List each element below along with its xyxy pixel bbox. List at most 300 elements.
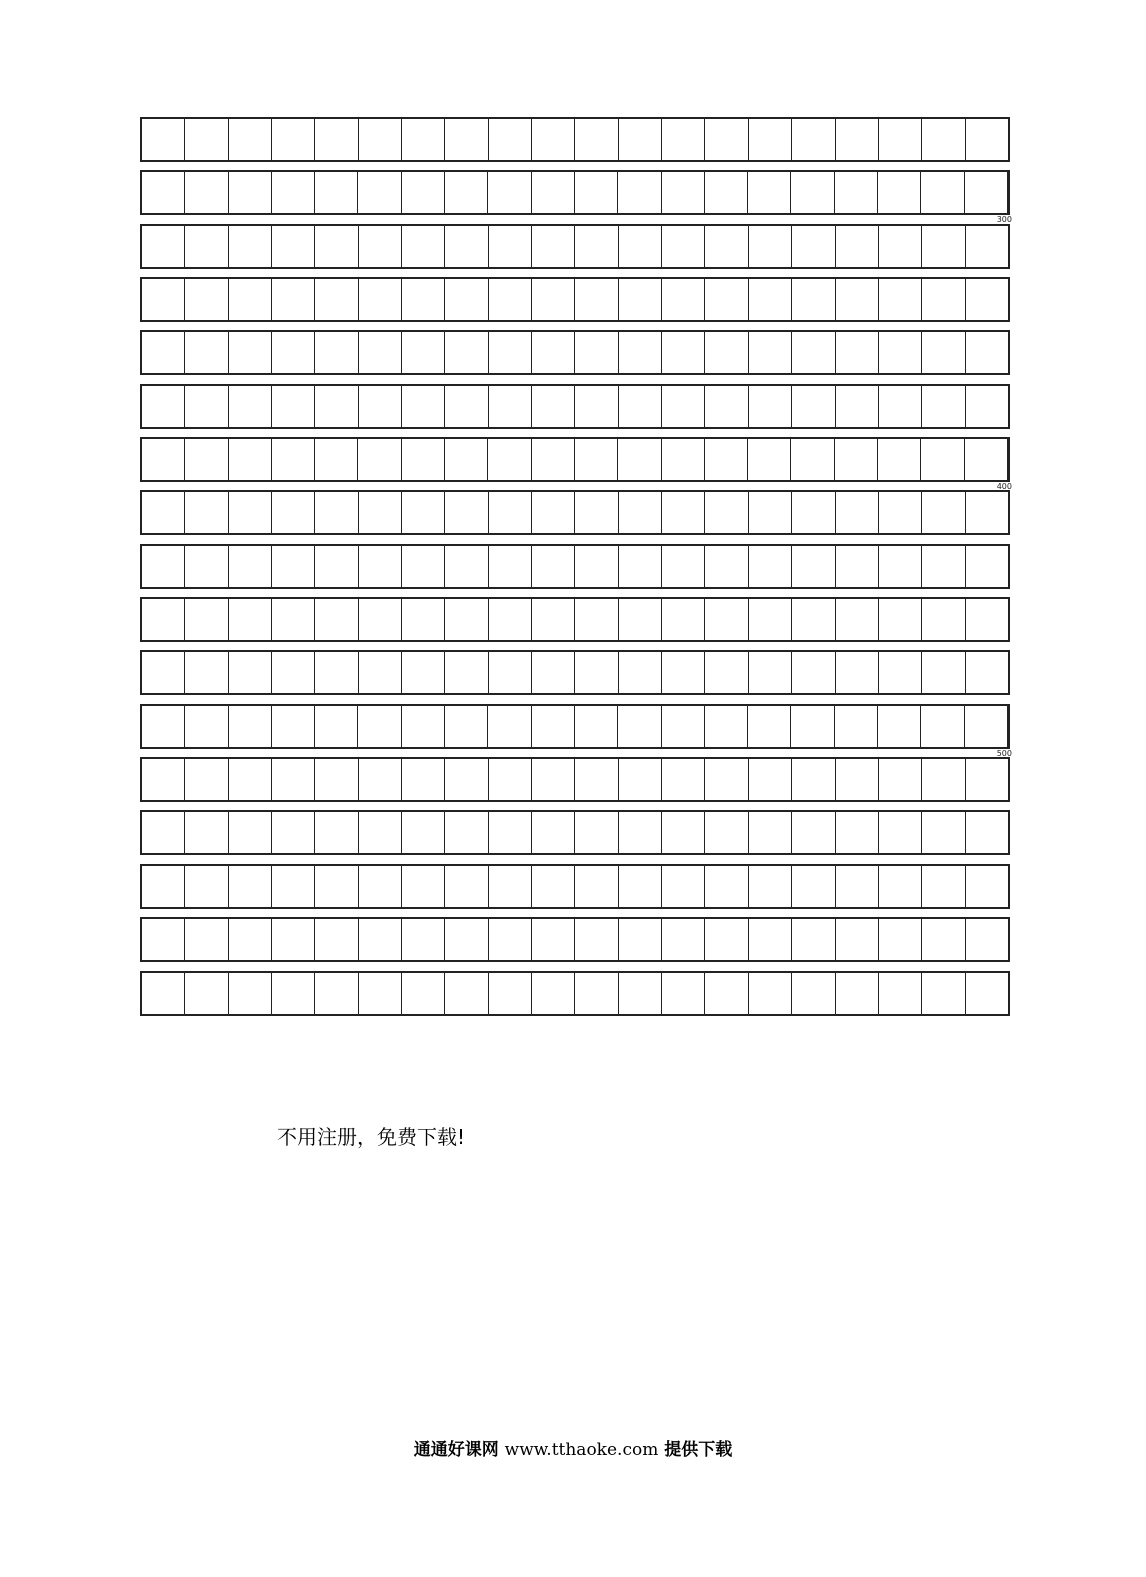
grid-row xyxy=(140,224,1010,269)
grid-cell xyxy=(489,332,532,373)
footer xyxy=(0,1438,1146,1462)
grid-cell xyxy=(966,332,1008,373)
grid-cell xyxy=(532,119,575,160)
grid-cell xyxy=(532,386,575,427)
grid-cell xyxy=(489,973,532,1014)
grid-cell xyxy=(836,973,879,1014)
grid-cell xyxy=(359,119,402,160)
grid-cell xyxy=(662,226,705,267)
grid-cell xyxy=(445,386,488,427)
grid-cell xyxy=(575,652,618,693)
grid-cell xyxy=(748,706,791,747)
grid-cell xyxy=(619,332,662,373)
grid-cell xyxy=(922,812,965,853)
grid-cell xyxy=(315,172,358,213)
grid-cell xyxy=(618,172,661,213)
grid-cell xyxy=(489,599,532,640)
grid-row xyxy=(140,277,1010,322)
grid-cell xyxy=(662,919,705,960)
grid-cell xyxy=(705,332,748,373)
grid-cell xyxy=(359,332,402,373)
footer-url: www.tthaoke.com xyxy=(504,1440,659,1460)
grid-cell xyxy=(879,652,922,693)
grid-cell xyxy=(532,866,575,907)
grid-cell xyxy=(662,812,705,853)
grid-cell xyxy=(662,546,705,587)
grid-cell xyxy=(272,119,315,160)
grid-cell xyxy=(575,332,618,373)
grid-cell xyxy=(185,759,228,800)
grid-cell xyxy=(836,492,879,533)
composition-grid xyxy=(140,117,1010,1024)
grid-cell xyxy=(879,759,922,800)
grid-cell xyxy=(185,652,228,693)
grid-cell xyxy=(966,279,1008,320)
grid-cell xyxy=(489,226,532,267)
grid-cell xyxy=(792,919,835,960)
grid-cell xyxy=(489,919,532,960)
grid-cell xyxy=(272,866,315,907)
grid-cell xyxy=(489,546,532,587)
grid-cell xyxy=(618,439,661,480)
grid-cell xyxy=(272,439,315,480)
grid-cell xyxy=(835,439,878,480)
grid-cell xyxy=(142,386,185,427)
grid-cell xyxy=(662,172,705,213)
grid-cell xyxy=(229,386,272,427)
grid-cell xyxy=(575,919,618,960)
grid-row xyxy=(140,704,1012,758)
grid-cell xyxy=(402,652,445,693)
grid-cell xyxy=(618,706,661,747)
grid-cell xyxy=(879,973,922,1014)
grid-cell xyxy=(966,652,1008,693)
grid-cell xyxy=(532,332,575,373)
grid-cell xyxy=(142,172,185,213)
grid-cell xyxy=(402,919,445,960)
grid-cell xyxy=(792,332,835,373)
word-count-marker: 400 xyxy=(996,482,1012,492)
grid-cell xyxy=(315,332,358,373)
grid-cell xyxy=(142,546,185,587)
grid-cell xyxy=(272,706,315,747)
grid-cell xyxy=(749,759,792,800)
grid-cell xyxy=(662,439,705,480)
grid-cell xyxy=(749,119,792,160)
grid-cell xyxy=(879,226,922,267)
grid-cell xyxy=(402,279,445,320)
grid-cell xyxy=(791,439,834,480)
grid-cell xyxy=(185,332,228,373)
grid-cell xyxy=(792,759,835,800)
grid-cell xyxy=(619,279,662,320)
grid-row xyxy=(140,384,1010,429)
grid-cell xyxy=(966,386,1008,427)
grid-cell xyxy=(532,279,575,320)
grid-cell xyxy=(445,439,488,480)
grid-cell xyxy=(879,386,922,427)
grid-cell xyxy=(532,973,575,1014)
grid-cell xyxy=(185,706,228,747)
grid-cell xyxy=(185,226,228,267)
grid-cell xyxy=(749,279,792,320)
grid-cell xyxy=(705,226,748,267)
grid-cell xyxy=(489,866,532,907)
grid-cell xyxy=(749,919,792,960)
grid-cell xyxy=(619,226,662,267)
grid-cell xyxy=(229,759,272,800)
grid-cell xyxy=(532,226,575,267)
grid-cell xyxy=(966,759,1008,800)
grid-cell xyxy=(966,599,1008,640)
grid-cell xyxy=(272,973,315,1014)
grid-cell xyxy=(619,759,662,800)
grid-cell xyxy=(662,332,705,373)
grid-cell xyxy=(749,812,792,853)
grid-cell xyxy=(619,119,662,160)
grid-cell xyxy=(402,226,445,267)
grid-cell xyxy=(359,919,402,960)
grid-cell xyxy=(662,492,705,533)
grid-cell xyxy=(879,812,922,853)
grid-cell xyxy=(619,386,662,427)
grid-cell xyxy=(315,652,358,693)
grid-cell xyxy=(142,973,185,1014)
grid-cell xyxy=(142,652,185,693)
grid-cell xyxy=(836,119,879,160)
grid-cell xyxy=(619,919,662,960)
grid-cell xyxy=(315,439,358,480)
grid-row xyxy=(140,544,1010,589)
grid-cell xyxy=(749,226,792,267)
grid-cell xyxy=(705,119,748,160)
grid-cell xyxy=(315,279,358,320)
grid-cell xyxy=(489,279,532,320)
grid-cell xyxy=(445,706,488,747)
grid-cell xyxy=(532,706,575,747)
grid-cell xyxy=(836,226,879,267)
grid-cell xyxy=(836,652,879,693)
grid-cell xyxy=(792,119,835,160)
grid-cell xyxy=(402,172,445,213)
grid-cell xyxy=(229,812,272,853)
grid-cell xyxy=(705,439,748,480)
grid-cell xyxy=(922,599,965,640)
grid-cell xyxy=(532,439,575,480)
grid-cell xyxy=(402,439,445,480)
grid-cell xyxy=(402,706,445,747)
grid-cell xyxy=(922,973,965,1014)
grid-cell xyxy=(359,492,402,533)
grid-cell xyxy=(792,812,835,853)
grid-cell xyxy=(402,332,445,373)
grid-cell xyxy=(185,599,228,640)
grid-cell xyxy=(315,546,358,587)
grid-cell xyxy=(836,599,879,640)
word-count-marker: 300 xyxy=(996,215,1012,225)
grid-cell xyxy=(966,546,1008,587)
grid-cell xyxy=(272,812,315,853)
grid-cell xyxy=(705,652,748,693)
grid-cell xyxy=(489,759,532,800)
grid-cell xyxy=(229,332,272,373)
grid-cell xyxy=(445,546,488,587)
grid-cell xyxy=(878,439,921,480)
grid-cell xyxy=(879,279,922,320)
grid-cell xyxy=(836,759,879,800)
grid-cell xyxy=(488,172,531,213)
grid-cell xyxy=(185,386,228,427)
grid-cell xyxy=(792,279,835,320)
grid-cell xyxy=(229,546,272,587)
grid-cell xyxy=(662,973,705,1014)
grid-cell xyxy=(489,812,532,853)
grid-cell xyxy=(358,439,401,480)
grid-cell xyxy=(402,973,445,1014)
grid-cell xyxy=(791,172,834,213)
grid-cell xyxy=(705,492,748,533)
grid-cell xyxy=(792,546,835,587)
grid-cell xyxy=(185,492,228,533)
grid-cell xyxy=(359,546,402,587)
footer-suffix: 提供下载 xyxy=(664,1440,733,1460)
grid-cell xyxy=(142,866,185,907)
grid-cell xyxy=(922,492,965,533)
grid-cell xyxy=(229,919,272,960)
grid-row xyxy=(140,757,1010,802)
grid-cell xyxy=(445,759,488,800)
grid-cell xyxy=(619,599,662,640)
grid-cell xyxy=(748,172,791,213)
grid-cell xyxy=(532,919,575,960)
grid-cell xyxy=(749,866,792,907)
grid-cell xyxy=(445,599,488,640)
grid-cell xyxy=(836,866,879,907)
download-note: 不用注册，免费下载! xyxy=(277,1125,466,1149)
grid-cell xyxy=(445,332,488,373)
grid-cell xyxy=(142,279,185,320)
grid-cell xyxy=(922,226,965,267)
grid-cell xyxy=(705,172,748,213)
grid-cell xyxy=(445,812,488,853)
grid-cell xyxy=(922,759,965,800)
grid-cell xyxy=(272,652,315,693)
grid-cell xyxy=(272,492,315,533)
grid-cell xyxy=(445,866,488,907)
grid-cell xyxy=(792,973,835,1014)
grid-cell xyxy=(662,119,705,160)
grid-cell xyxy=(922,386,965,427)
grid-cell xyxy=(185,812,228,853)
grid-cell xyxy=(359,812,402,853)
grid-cell xyxy=(792,386,835,427)
grid-cell xyxy=(532,172,575,213)
grid-cell xyxy=(315,706,358,747)
grid-cell xyxy=(922,119,965,160)
grid-cell xyxy=(705,706,748,747)
grid-cell xyxy=(575,172,618,213)
grid-cell xyxy=(489,492,532,533)
grid-cell xyxy=(705,546,748,587)
grid-cell xyxy=(921,706,964,747)
grid-cell xyxy=(229,172,272,213)
grid-cell xyxy=(142,812,185,853)
grid-cell xyxy=(705,866,748,907)
grid-cell xyxy=(836,919,879,960)
grid-cell xyxy=(662,279,705,320)
grid-cell xyxy=(749,492,792,533)
grid-cell xyxy=(315,759,358,800)
grid-cell xyxy=(272,759,315,800)
grid-cell xyxy=(532,492,575,533)
grid-cell xyxy=(532,599,575,640)
grid-cell xyxy=(662,386,705,427)
grid-cell xyxy=(749,599,792,640)
grid-cell xyxy=(359,386,402,427)
grid-cell xyxy=(792,492,835,533)
grid-cell xyxy=(965,439,1008,480)
grid-cell xyxy=(922,919,965,960)
grid-cell xyxy=(229,652,272,693)
grid-cell xyxy=(185,973,228,1014)
grid-cell xyxy=(575,599,618,640)
grid-cell xyxy=(315,386,358,427)
grid-cell xyxy=(315,812,358,853)
grid-cell xyxy=(358,172,401,213)
grid-cell xyxy=(445,652,488,693)
grid-cell xyxy=(705,386,748,427)
grid-cell xyxy=(532,759,575,800)
grid-cell xyxy=(749,386,792,427)
grid-cell xyxy=(575,706,618,747)
grid-cell xyxy=(836,386,879,427)
grid-cell xyxy=(142,226,185,267)
grid-cell xyxy=(966,119,1008,160)
grid-cell xyxy=(532,812,575,853)
grid-cell xyxy=(445,279,488,320)
grid-cell xyxy=(489,386,532,427)
grid-cell xyxy=(445,973,488,1014)
grid-cell xyxy=(879,332,922,373)
grid-cell xyxy=(836,812,879,853)
grid-cell xyxy=(185,546,228,587)
grid-cell xyxy=(402,386,445,427)
grid-cell xyxy=(488,439,531,480)
grid-cell xyxy=(402,546,445,587)
grid-cell xyxy=(922,546,965,587)
grid-cell xyxy=(142,706,185,747)
grid-cell xyxy=(575,759,618,800)
grid-cell xyxy=(836,279,879,320)
grid-cell xyxy=(922,279,965,320)
grid-cell xyxy=(229,492,272,533)
grid-cell xyxy=(878,706,921,747)
grid-cell xyxy=(489,652,532,693)
grid-cell xyxy=(445,172,488,213)
grid-cell xyxy=(402,119,445,160)
grid-cell xyxy=(705,279,748,320)
grid-row xyxy=(140,117,1010,162)
grid-cell xyxy=(575,226,618,267)
grid-cell xyxy=(792,599,835,640)
grid-cell xyxy=(619,866,662,907)
grid-cell xyxy=(879,119,922,160)
footer-site-name: 通通好课网 xyxy=(413,1440,499,1460)
grid-cell xyxy=(359,279,402,320)
grid-row xyxy=(140,810,1010,855)
grid-cell xyxy=(229,439,272,480)
grid-cell xyxy=(619,652,662,693)
grid-cell xyxy=(272,226,315,267)
grid-cell xyxy=(142,332,185,373)
grid-cell xyxy=(315,492,358,533)
grid-row xyxy=(140,971,1010,1016)
grid-cell xyxy=(749,332,792,373)
grid-cell xyxy=(185,279,228,320)
grid-row xyxy=(140,864,1010,909)
grid-cell xyxy=(575,812,618,853)
grid-cell xyxy=(966,866,1008,907)
grid-cell xyxy=(229,973,272,1014)
grid-cell xyxy=(272,172,315,213)
grid-cell xyxy=(488,706,531,747)
grid-cell xyxy=(532,546,575,587)
grid-cell xyxy=(229,226,272,267)
grid-cell xyxy=(835,706,878,747)
grid-cell xyxy=(662,866,705,907)
grid-cell xyxy=(142,759,185,800)
grid-cell xyxy=(142,439,185,480)
grid-cell xyxy=(359,652,402,693)
grid-cell xyxy=(662,706,705,747)
grid-cell xyxy=(619,492,662,533)
grid-cell xyxy=(402,866,445,907)
grid-row xyxy=(140,170,1012,225)
grid-cell xyxy=(315,919,358,960)
grid-cell xyxy=(836,546,879,587)
grid-cell xyxy=(445,919,488,960)
grid-cell xyxy=(705,919,748,960)
grid-cell xyxy=(922,866,965,907)
grid-cell xyxy=(966,226,1008,267)
grid-cell xyxy=(749,546,792,587)
grid-cell xyxy=(445,119,488,160)
grid-cell xyxy=(921,172,964,213)
grid-cell xyxy=(921,439,964,480)
grid-cell xyxy=(315,226,358,267)
grid-cell xyxy=(705,599,748,640)
grid-row xyxy=(140,330,1010,375)
grid-cell xyxy=(575,866,618,907)
grid-cell xyxy=(965,706,1008,747)
grid-cell xyxy=(575,279,618,320)
grid-row xyxy=(140,490,1010,535)
grid-cell xyxy=(922,332,965,373)
grid-cell xyxy=(402,812,445,853)
grid-cell xyxy=(879,599,922,640)
grid-cell xyxy=(835,172,878,213)
grid-cell xyxy=(879,919,922,960)
grid-cell xyxy=(142,492,185,533)
grid-row xyxy=(140,917,1010,962)
grid-cell xyxy=(359,866,402,907)
grid-cell xyxy=(359,599,402,640)
grid-cell xyxy=(229,119,272,160)
grid-cell xyxy=(315,599,358,640)
grid-cell xyxy=(792,226,835,267)
grid-cell xyxy=(315,973,358,1014)
grid-cell xyxy=(315,119,358,160)
